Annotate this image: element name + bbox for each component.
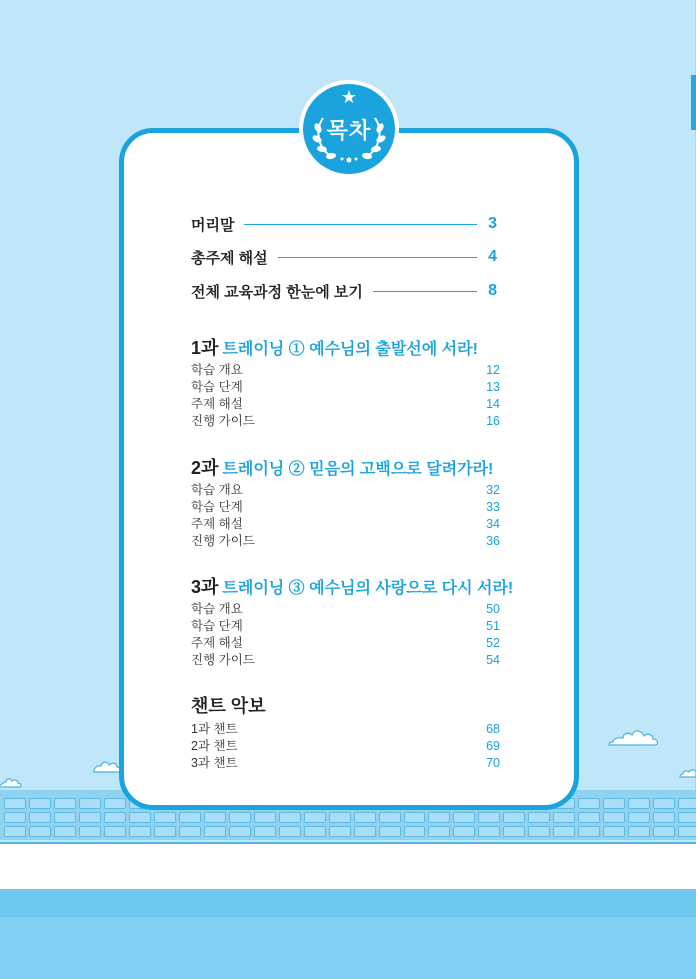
toc-item-label: 학습 개요 — [191, 602, 243, 616]
toc-item[interactable] — [191, 516, 500, 533]
toc-item[interactable] — [191, 396, 500, 413]
toc-entry-page: 3 — [488, 215, 497, 232]
toc-item-page: 34 — [486, 517, 500, 531]
toc-item-page: 16 — [486, 414, 500, 428]
cloud-icon — [607, 726, 659, 748]
cloud-icon — [92, 757, 122, 775]
toc-item-page: 14 — [486, 397, 500, 411]
seat-row — [0, 826, 696, 838]
lesson-heading[interactable] — [191, 573, 521, 599]
toc-item-page: 12 — [486, 363, 500, 377]
lesson-title: 트레이닝 ③ 예수님의 사랑으로 다시 서라! — [222, 580, 514, 597]
star-icon: ★ — [340, 87, 358, 108]
seat-row — [0, 812, 696, 824]
toc-item[interactable] — [191, 482, 500, 499]
toc-item-page: 50 — [486, 602, 500, 616]
toc-item-label: 학습 단계 — [191, 500, 243, 514]
toc-item-label: 학습 개요 — [191, 483, 243, 497]
lesson-heading[interactable] — [191, 454, 521, 480]
toc-item[interactable] — [191, 413, 500, 430]
toc-item-label: 주제 해설 — [191, 517, 243, 531]
toc-item[interactable] — [191, 652, 500, 669]
toc-badge — [299, 80, 399, 178]
toc-item-label: 학습 단계 — [191, 619, 243, 633]
toc-item-page: 36 — [486, 534, 500, 548]
toc-item-label: 진행 가이드 — [191, 534, 255, 548]
toc-item[interactable] — [191, 379, 500, 396]
toc-item-page: 70 — [486, 756, 500, 770]
lesson-title: 트레이닝 ② 믿음의 고백으로 달려가라! — [222, 461, 494, 478]
toc-item-label: 1과 챈트 — [191, 722, 238, 736]
toc-item-label: 학습 개요 — [191, 363, 243, 377]
toc-entry-page: 8 — [488, 282, 497, 299]
leader-line — [244, 224, 477, 225]
toc-item[interactable] — [191, 755, 500, 772]
cloud-icon — [0, 774, 22, 790]
toc-entry-label: 전체 교육과정 한눈에 보기 — [191, 283, 363, 301]
toc-item[interactable] — [191, 618, 500, 635]
toc-item-label: 학습 단계 — [191, 380, 243, 394]
toc-item-label: 3과 챈트 — [191, 756, 238, 770]
toc-item-page: 13 — [486, 380, 500, 394]
toc-entry-label: 머리말 — [191, 216, 235, 234]
toc-entry-page: 4 — [488, 248, 497, 265]
toc-item-page: 33 — [486, 500, 500, 514]
toc-item[interactable] — [191, 362, 500, 379]
toc-item-page: 68 — [486, 722, 500, 736]
toc-item-page: 32 — [486, 483, 500, 497]
running-track-lane — [0, 842, 696, 891]
toc-item-label: 2과 챈트 — [191, 739, 238, 753]
page-edge-mark — [691, 75, 696, 130]
toc-item[interactable] — [191, 721, 500, 738]
lesson-title: 트레이닝 ① 예수님의 출발선에 서라! — [222, 341, 478, 358]
toc-entry-label: 총주제 해설 — [191, 249, 268, 267]
toc-item-page: 54 — [486, 653, 500, 667]
lesson-number: 3과 — [191, 577, 219, 597]
toc-entry[interactable] — [191, 280, 497, 302]
leader-line — [278, 257, 477, 258]
leader-line — [373, 291, 477, 292]
toc-item-label: 주제 해설 — [191, 397, 243, 411]
toc-entry[interactable] — [191, 213, 497, 235]
toc-item-label: 주제 해설 — [191, 636, 243, 650]
toc-item[interactable] — [191, 533, 500, 550]
toc-item[interactable] — [191, 499, 500, 516]
toc-entry[interactable] — [191, 246, 497, 268]
toc-item-page: 52 — [486, 636, 500, 650]
toc-item-label: 진행 가이드 — [191, 414, 255, 428]
ground-band — [0, 889, 696, 917]
toc-item[interactable] — [191, 635, 500, 652]
toc-item-page: 69 — [486, 739, 500, 753]
lesson-number: 1과 — [191, 338, 219, 358]
lesson-heading[interactable] — [191, 334, 521, 360]
chant-title: 챈트 악보 — [191, 696, 266, 716]
toc-item-label: 진행 가이드 — [191, 653, 255, 667]
toc-item[interactable] — [191, 738, 500, 755]
lesson-number: 2과 — [191, 458, 219, 478]
cloud-icon — [678, 764, 696, 780]
toc-title: 목차 — [326, 118, 372, 143]
chant-heading[interactable] — [191, 692, 521, 718]
toc-item-page: 51 — [486, 619, 500, 633]
toc-item[interactable] — [191, 601, 500, 618]
